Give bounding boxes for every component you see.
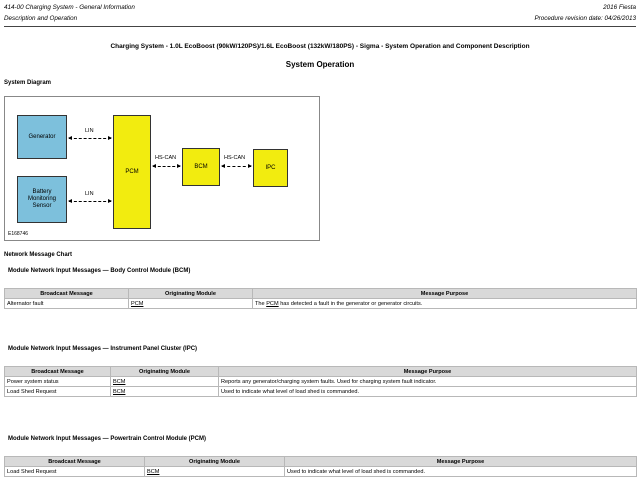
battery-monitoring-sensor-box: [17, 176, 67, 223]
ipc-section-title: Module Network Input Messages — Instrument Panel Cluster (IPC): [8, 346, 198, 352]
network-message-chart-label: Network Message Chart: [4, 252, 73, 258]
generator-box: [17, 115, 67, 159]
col-broadcast-header: Broadcast Message: [5, 457, 145, 467]
bcm-link[interactable]: BCM: [113, 388, 126, 395]
col-purpose-header: Message Purpose: [253, 289, 637, 299]
lin-top-connector: [69, 138, 111, 139]
lin-bottom-label: LIN: [85, 191, 94, 197]
originating-cell: [111, 377, 219, 387]
ipc-label: IPC: [265, 164, 276, 171]
pcm-section-title: Module Network Input Messages — Powertrain Control Module (PCM): [8, 436, 207, 442]
hscan-pcm-bcm-connector: [153, 166, 180, 167]
lin-bottom-connector: [69, 201, 111, 202]
table-header-row: [5, 457, 637, 467]
pcm-link[interactable]: PCM: [131, 300, 144, 307]
purpose-cell: Used to indicate what level of load shed is commanded.: [285, 467, 637, 477]
lin-top-label: LIN: [85, 128, 94, 134]
system-diagram: [4, 96, 320, 241]
section-title: System Operation: [285, 60, 355, 69]
col-originating-header: Originating Module: [111, 367, 219, 377]
bms-label-line1: Battery: [32, 189, 52, 195]
hscan-pcm-bcm-label: HS-CAN: [155, 155, 177, 161]
table-row: [5, 467, 637, 477]
ipc-box: [253, 149, 288, 187]
bcm-section-title: Module Network Input Messages — Body Control Module (BCM): [8, 268, 191, 274]
originating-cell: [129, 299, 253, 309]
header-chapter: 414-00 Charging System - General Information: [4, 4, 135, 11]
header-vehicle: 2016 Fiesta: [603, 4, 636, 11]
col-originating-header: Originating Module: [129, 289, 253, 299]
broadcast-cell: Power system status: [5, 377, 111, 387]
broadcast-cell: Load Shed Request: [5, 467, 145, 477]
col-broadcast-header: Broadcast Message: [5, 367, 111, 377]
system-diagram-label: System Diagram: [4, 80, 52, 86]
col-purpose-header: Message Purpose: [285, 457, 637, 467]
header-subtitle: Description and Operation: [4, 15, 78, 22]
bcm-link[interactable]: BCM: [147, 468, 160, 475]
hscan-bcm-ipc-label: HS-CAN: [224, 155, 246, 161]
bms-label-line2: Monitoring: [27, 196, 56, 202]
bcm-messages-table: [4, 288, 637, 309]
originating-cell: [111, 387, 219, 397]
table-header-row: [5, 289, 637, 299]
originating-cell: [145, 467, 285, 477]
pcm-link[interactable]: PCM: [266, 300, 279, 307]
header-revision-date: Procedure revision date: 04/26/2013: [534, 15, 636, 22]
table-row: [5, 299, 637, 309]
purpose-text-end: has detected a fault in the generator or generator circuits.: [278, 300, 423, 307]
col-originating-header: Originating Module: [145, 457, 285, 467]
pcm-box: [113, 115, 151, 229]
table-row: [5, 387, 637, 397]
col-purpose-header: Message Purpose: [219, 367, 637, 377]
purpose-cell: Used to indicate what level of load shed is commanded.: [219, 387, 637, 397]
header-rule: [4, 26, 636, 27]
bcm-box: [182, 148, 220, 186]
bcm-label: BCM: [194, 163, 208, 170]
bcm-link[interactable]: BCM: [113, 378, 126, 385]
pcm-label: PCM: [125, 168, 139, 175]
purpose-text-start: The: [255, 300, 267, 307]
pcm-messages-table: [4, 456, 637, 477]
table-header-row: [5, 367, 637, 377]
col-broadcast-header: Broadcast Message: [5, 289, 129, 299]
ipc-messages-table: [4, 366, 637, 397]
bms-label-line3: Sensor: [32, 203, 52, 209]
table-row: [5, 377, 637, 387]
figure-id: E168746: [8, 231, 29, 237]
broadcast-cell: Alternator fault: [5, 299, 129, 309]
hscan-bcm-ipc-connector: [222, 166, 251, 167]
broadcast-cell: Load Shed Request: [5, 387, 111, 397]
document-title: Charging System - 1.0L EcoBoost (90kW/120PS)/1.6L EcoBoost (132kW/180PS) - Sigma - System Operation and Component Description: [110, 43, 530, 50]
purpose-cell: [253, 299, 637, 309]
generator-label: Generator: [28, 133, 56, 140]
purpose-cell: Reports any generator/charging system faults. Used for charging system fault indicator.: [219, 377, 637, 387]
